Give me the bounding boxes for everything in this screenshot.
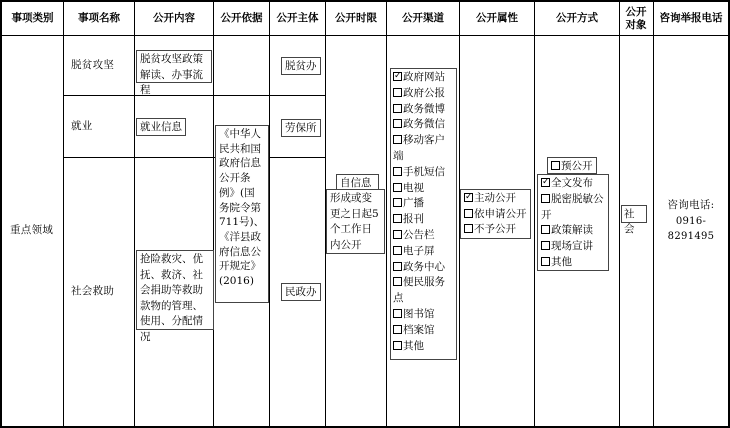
header-name: 事项名称 [78, 12, 120, 24]
channel-item-label: 便民服务点 [393, 276, 445, 305]
col-divider [653, 0, 654, 428]
attribute-list [460, 189, 531, 239]
method-item [541, 255, 605, 271]
channel-item-label: 档案馆 [403, 323, 435, 336]
channel-item [393, 323, 454, 339]
checkbox-icon[interactable] [464, 224, 473, 233]
time-limit-head: 自信息 [336, 174, 379, 191]
checkbox-icon[interactable] [393, 325, 402, 334]
col-divider [534, 0, 535, 428]
checkbox-icon[interactable] [393, 167, 402, 176]
method-item-label: 政策解读 [551, 224, 593, 237]
header-method: 公开方式 [556, 12, 598, 24]
header-content: 公开内容 [153, 12, 195, 24]
channel-item [393, 70, 454, 86]
checkbox-icon[interactable] [393, 309, 402, 318]
channel-item [393, 244, 454, 260]
channel-item [393, 165, 454, 181]
channel-item [393, 212, 454, 228]
checkbox-icon[interactable] [393, 119, 402, 128]
checkbox-icon[interactable] [541, 257, 550, 266]
checkbox-icon[interactable] [464, 209, 473, 218]
method-preview [547, 157, 597, 174]
legal-basis: 《中华人民共和国政府信息公开条例》(国务院令第711号)、《洋县政府信息公开规定》(2016) [215, 125, 269, 303]
target-cell: 社会 [621, 205, 647, 223]
checkbox-icon[interactable] [393, 88, 402, 97]
col-divider [386, 0, 387, 428]
checked-checkbox-icon[interactable] [393, 72, 402, 81]
checkbox-icon[interactable] [541, 225, 550, 234]
header-category: 事项类别 [11, 12, 54, 24]
attribute-item-label: 主动公开 [474, 192, 516, 204]
method-item-label: 全文发布 [551, 177, 593, 189]
col-divider [63, 0, 64, 428]
header-hotline: 咨询举报电话 [659, 12, 723, 24]
channel-item-label: 图书馆 [403, 307, 435, 320]
method-item-label: 现场宣讲 [551, 240, 593, 253]
channel-item-label: 政务微信 [403, 118, 445, 131]
checked-checkbox-icon[interactable] [541, 178, 550, 187]
channel-item-label: 其他 [403, 339, 424, 352]
checkbox-icon[interactable] [551, 161, 560, 170]
checkbox-icon[interactable] [393, 104, 402, 113]
attribute-item [464, 207, 527, 223]
time-limit-body: 形成或变更之日起5个工作日内公开 [326, 189, 385, 254]
item-name-social-aid: 社会救助 [71, 285, 115, 297]
channel-item-label: 政务微博 [403, 102, 445, 115]
row-divider-2 [63, 157, 325, 158]
channel-item-label: 移动客户端 [393, 134, 445, 162]
checked-checkbox-icon[interactable] [464, 193, 473, 202]
hotline-label: 咨询电话: [667, 199, 715, 211]
channel-item-label: 政府公报 [403, 86, 445, 99]
col-divider [619, 0, 620, 428]
header-time-limit: 公开时限 [335, 12, 377, 24]
channel-item-label: 手机短信 [403, 165, 445, 178]
subject-civil-affairs: 民政办 [281, 283, 321, 301]
channel-item [393, 339, 454, 355]
channel-item [393, 102, 454, 118]
header-target: 公开对象 [625, 5, 647, 31]
table-left-border [0, 0, 2, 428]
col-divider [269, 0, 270, 428]
method-item [541, 192, 605, 224]
col-divider [134, 0, 135, 428]
hotline-number: 0916-8291495 [667, 216, 715, 242]
content-employment: 就业信息 [136, 118, 186, 136]
channel-item [393, 196, 454, 212]
channel-item-label: 政府网站 [403, 71, 445, 83]
channel-item [393, 133, 454, 165]
method-list [537, 174, 609, 271]
checkbox-icon[interactable] [393, 198, 402, 207]
channel-item [393, 117, 454, 133]
checkbox-icon[interactable] [393, 341, 402, 350]
row-divider-1 [63, 95, 325, 96]
header-subject: 公开主体 [276, 12, 319, 24]
header-channel: 公开渠道 [402, 12, 444, 24]
method-item [541, 223, 605, 239]
method-item [541, 239, 605, 255]
header-attribute: 公开属性 [476, 12, 518, 24]
attribute-item [464, 222, 527, 238]
checkbox-icon[interactable] [393, 183, 402, 192]
checkbox-icon[interactable] [393, 135, 402, 144]
content-poverty: 脱贫攻坚政策解读、办事流程 [136, 50, 212, 83]
channel-item [393, 228, 454, 244]
checkbox-icon[interactable] [393, 214, 402, 223]
header-basis: 公开依据 [220, 12, 263, 24]
channel-item-label: 电子屏 [403, 244, 435, 257]
col-divider [213, 0, 214, 428]
method-item-label: 其他 [551, 255, 572, 268]
attribute-item-label: 不予公开 [474, 223, 516, 236]
channel-item [393, 307, 454, 323]
channel-list [390, 68, 457, 360]
method-item [551, 159, 593, 173]
item-name-poverty: 脱贫攻坚 [71, 59, 115, 71]
channel-item [393, 275, 454, 307]
channel-item-label: 广播 [403, 197, 424, 210]
attribute-item [464, 191, 527, 207]
channel-item [393, 86, 454, 102]
checkbox-icon[interactable] [393, 230, 402, 239]
channel-item [393, 260, 454, 276]
method-item [541, 176, 605, 192]
subject-poverty-office: 脱贫办 [281, 57, 321, 75]
method-item-label: 脱密脱敏公开 [541, 192, 604, 221]
attribute-item-label: 依申请公开 [474, 207, 527, 220]
checkbox-icon[interactable] [541, 241, 550, 250]
checkbox-icon[interactable] [393, 262, 402, 271]
category-cell: 重点领域 [10, 224, 54, 236]
channel-item [393, 181, 454, 197]
checkbox-icon[interactable] [541, 194, 550, 203]
method-item-label: 预公开 [561, 160, 593, 172]
header-divider [0, 35, 730, 36]
subject-labor-office: 劳保所 [281, 119, 321, 137]
channel-item-label: 政务中心 [403, 260, 445, 273]
channel-item-label: 电视 [403, 181, 424, 194]
item-name-employment: 就业 [71, 120, 93, 132]
channel-item-label: 公告栏 [403, 228, 435, 241]
channel-item-label: 报刊 [403, 213, 424, 226]
checkbox-icon[interactable] [393, 246, 402, 255]
checkbox-icon[interactable] [393, 277, 402, 286]
content-social-aid: 抢险救灾、优抚、救济、社会捐助等救助款物的管理、使用、分配情况 [136, 250, 214, 330]
